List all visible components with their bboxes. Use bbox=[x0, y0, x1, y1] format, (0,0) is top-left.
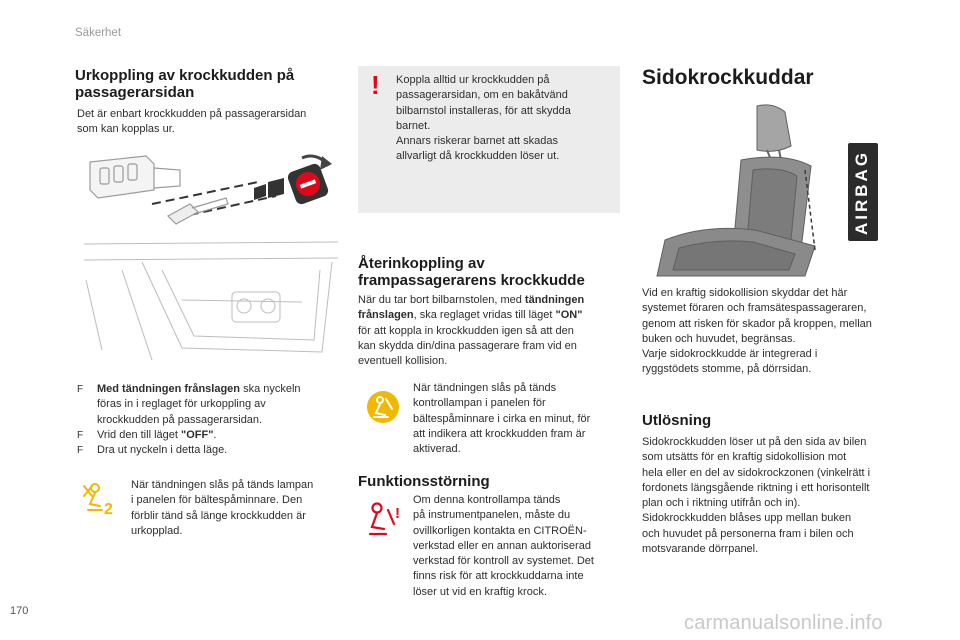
text-span: När du tar bort bilbarnstolen, med bbox=[358, 294, 525, 306]
text-line: systemet föraren och framsätespassageraren, bbox=[642, 302, 867, 315]
airbag-label-text: AIRBAG bbox=[852, 149, 871, 235]
text-line: Varje sidokrockkudde är integrerad i bbox=[642, 348, 818, 361]
text-line: på instrumentpanelen, måste du bbox=[413, 509, 571, 522]
title-line: Urkoppling av krockkudden på bbox=[75, 67, 295, 84]
text-line: Annars riskerar barnet att skadas bbox=[396, 135, 559, 148]
text-line: eventuell kollision. bbox=[358, 355, 448, 368]
text-line: barnet. bbox=[396, 119, 431, 132]
seat-illustration bbox=[645, 100, 835, 278]
text-line: Koppla alltid ur krockkudden på bbox=[396, 74, 550, 86]
text-line: i panelen för bältespåminnare. Den bbox=[131, 494, 303, 507]
warning-text bbox=[396, 73, 616, 165]
text-line: urkopplad. bbox=[131, 524, 183, 537]
airbag-off-warning-icon bbox=[80, 482, 120, 516]
text-line: allvarligt då krockkudden löser ut. bbox=[396, 150, 560, 163]
reactivate-indicator-note bbox=[413, 381, 623, 457]
fault-text bbox=[413, 493, 625, 600]
reactivate-title bbox=[358, 255, 585, 289]
text-line bbox=[358, 308, 620, 323]
text-emphasis: frånslagen bbox=[358, 309, 414, 322]
svg-text:!: ! bbox=[395, 505, 400, 522]
text-line: finns risk för att krockkuddarna inte bbox=[413, 570, 584, 583]
text-line: som utsätts för en kraftig sidokollision mot bbox=[642, 451, 847, 464]
airbag-on-indicator-icon bbox=[366, 390, 400, 424]
warning-exclamation-icon: ! bbox=[371, 70, 380, 100]
side-airbags-title: Sidokrockkuddar bbox=[642, 66, 814, 89]
text-line: Sidokrockkudden löser ut på den sida av bilen bbox=[642, 436, 867, 448]
step-text: krockkudden på passagerarsidan. bbox=[97, 413, 263, 426]
title-line: frampassagerarens krockkudde bbox=[358, 272, 585, 289]
key-switch-illustration bbox=[76, 142, 338, 242]
text-span: , ska reglaget vridas till läget bbox=[413, 309, 556, 322]
text-line: motsvarande dörrpanel. bbox=[642, 543, 759, 556]
text-line: kan skydda din/dina passagerare fram vid en bbox=[358, 339, 577, 352]
text-line: fordonets längsgående riktning i ett horisontellt bbox=[642, 481, 870, 494]
text-line: Det är enbart krockkudden på passagerarsidan bbox=[77, 108, 307, 120]
step-text: . bbox=[213, 428, 217, 441]
text-line: ryggstödets stomme, på dörrsidan. bbox=[642, 363, 812, 376]
step-text: föras in i reglaget för urkoppling av bbox=[97, 398, 266, 411]
text-line: verkstad för kontroll av systemet. Det bbox=[413, 555, 594, 568]
step-text: Dra ut nyckeln i detta läge. bbox=[97, 444, 228, 457]
text-line: aktiverad. bbox=[413, 443, 461, 456]
airbag-fault-warning-icon bbox=[362, 500, 406, 542]
text-line: bältespåminnare i cirka en minut, för bbox=[413, 412, 591, 425]
text-line: verkstad eller en annan auktoriserad bbox=[413, 539, 591, 552]
text-line: kontrollampan i panelen för bbox=[413, 397, 546, 410]
airbag-label-badge bbox=[848, 143, 878, 241]
step-item bbox=[77, 382, 337, 428]
text-line bbox=[358, 293, 620, 308]
step-emphasis: "OFF" bbox=[180, 428, 214, 441]
deactivate-title bbox=[75, 67, 294, 101]
side-airbags-intro bbox=[642, 286, 912, 378]
text-line: och huvudet på personerna fram i bilen och bbox=[642, 527, 854, 540]
text-line: Om denna kontrollampa tänds bbox=[413, 494, 561, 506]
text-line: passagerarsidan, om en bakåtvänd bbox=[396, 89, 568, 102]
deactivate-steps bbox=[77, 382, 337, 458]
text-line: Vid en kraftig sidokollision skyddar det här bbox=[642, 287, 848, 299]
bullet-marker-icon: F bbox=[77, 384, 84, 395]
reactivate-text bbox=[358, 293, 620, 369]
deactivate-intro bbox=[77, 107, 342, 138]
text-line: När tändningen slås på tänds lampan bbox=[131, 479, 314, 491]
watermark: carmanualsonline.info bbox=[684, 612, 883, 634]
text-line: genom att risken för skador på kroppen, mellan bbox=[642, 317, 872, 330]
fault-title: Funktionsstörning bbox=[358, 473, 490, 490]
text-line: buken och huvudet, begränsas. bbox=[642, 332, 796, 345]
text-line: att indikera att krockkudden fram är bbox=[413, 427, 586, 440]
trigger-text bbox=[642, 435, 917, 557]
text-line: Sidokrockkudden blåses upp mellan buken bbox=[642, 512, 852, 525]
text-line: hela eller en del av sidokrockzonen (vinkelrätt i bbox=[642, 466, 871, 479]
text-line: förblir tänd så länge krockkudden är bbox=[131, 509, 306, 522]
text-emphasis: tändningen bbox=[524, 294, 585, 306]
bullet-marker-icon: F bbox=[77, 445, 84, 457]
bullet-marker-icon: F bbox=[77, 429, 84, 441]
glovebox-illustration bbox=[82, 240, 340, 370]
trigger-title: Utlösning bbox=[642, 412, 712, 429]
text-emphasis: "ON" bbox=[555, 309, 583, 322]
page-number: 170 bbox=[10, 605, 29, 617]
step-emphasis: Med tändningen frånslagen bbox=[97, 383, 241, 395]
text-line: löser ut vid en kraftig krock. bbox=[413, 585, 547, 598]
text-line: som kan kopplas ur. bbox=[77, 123, 175, 136]
title-line: passagerarsidan bbox=[75, 84, 195, 101]
text-line: När tändningen slås på tänds bbox=[413, 382, 557, 394]
step-text: Vrid den till läget bbox=[97, 428, 181, 441]
step-item bbox=[77, 443, 337, 458]
text-line: bilbarnstol installeras, för att skydda bbox=[396, 104, 571, 117]
step-item bbox=[77, 428, 337, 443]
text-line: för att koppla in krockkudden igen så att den bbox=[358, 324, 574, 337]
text-line: plan och i riktning utifrån och in). bbox=[642, 497, 801, 510]
indicator-note bbox=[131, 478, 346, 539]
step-text: ska nyckeln bbox=[240, 383, 301, 395]
svg-text:2: 2 bbox=[104, 501, 113, 516]
title-line: Återinkoppling av bbox=[358, 255, 485, 272]
section-label: Säkerhet bbox=[75, 27, 122, 39]
text-line: ovillkorligen kontakta en CITROËN- bbox=[413, 524, 587, 537]
